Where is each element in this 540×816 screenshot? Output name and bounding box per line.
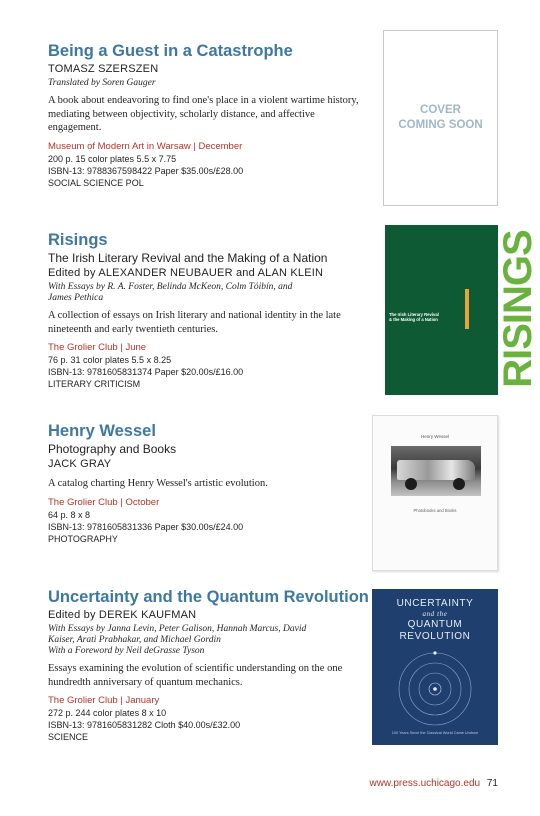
book-essays: With Essays by R. A. Foster, Belinda McKeon, Colm Tóibín, and James Pethica [48, 282, 293, 303]
page-footer [369, 778, 498, 789]
book-author: Edited by DEREK KAUFMAN [48, 609, 197, 621]
book-subtitle: Photography and Books [48, 442, 177, 456]
book-category: LITERARY CRITICISM [48, 379, 141, 389]
book-entry-guest [48, 41, 366, 189]
page-number: 71 [486, 778, 498, 789]
book-title[interactable]: Risings [48, 231, 108, 249]
cover-title-line: and the [422, 610, 448, 618]
book-category: PHOTOGRAPHY [48, 533, 118, 544]
book-title[interactable]: Being a Guest in a Catastrophe [48, 42, 293, 60]
cover-title-line: UNCERTAINTY [396, 598, 474, 609]
book-entry-risings [48, 230, 366, 390]
book-specs: 200 p. 15 color plates 5.5 x 7.75 [48, 153, 177, 164]
cover-title-line: QUANTUM [407, 619, 463, 630]
cover-title-line: REVOLUTION [399, 631, 471, 642]
book-isbn-price: ISBN-13: 9781605831282 Cloth $40.00s/£32.00 [48, 720, 241, 730]
book-description: A catalog charting Henry Wessel's artistic evolution. [48, 478, 268, 489]
footer-url[interactable]: www.press.uchicago.edu [369, 778, 481, 789]
cover-subtitle: The Irish Literary Revival [389, 312, 439, 317]
book-author: TOMASZ SZERSZEN [48, 63, 159, 75]
book-cover-wessel[interactable] [372, 415, 498, 571]
cover-big-title: RISINGS [496, 230, 540, 388]
cover-photo [391, 446, 481, 496]
cover-name: Henry Wessel [421, 434, 449, 439]
book-cover-placeholder[interactable] [383, 30, 498, 206]
book-cover-risings[interactable] [385, 225, 540, 395]
book-category: SOCIAL SCIENCE POL [48, 177, 144, 188]
orbit-graphic [385, 651, 485, 731]
book-publisher-line[interactable]: The Grolier Club | October [48, 496, 160, 508]
book-entry-uncertainty [48, 587, 378, 743]
book-author: JACK GRAY [48, 458, 112, 470]
book-specs: 272 p. 244 color plates 8 x 10 [48, 708, 167, 718]
book-title[interactable]: Henry Wessel [48, 422, 156, 440]
book-author: Edited by ALEXANDER NEUBAUER and ALAN KLEIN [48, 267, 324, 279]
book-description: A book about endeavoring to find one's place in a violent wartime history, mediating between objectivity, scholarly distance, and affective engagement. [48, 95, 359, 133]
book-publisher-line[interactable]: The Grolier Club | June [48, 342, 147, 353]
book-isbn-price: ISBN-13: 9781605831336 Paper $30.00s/£24.00 [48, 521, 244, 532]
cover-placeholder-text: COMING SOON [398, 119, 483, 131]
book-specs: 64 p. 8 x 8 [48, 509, 91, 520]
cover-tagline: 100 Years Since the Classical World Came Undone [391, 731, 479, 735]
book-category: SCIENCE [48, 732, 89, 742]
book-entry-wessel [48, 421, 366, 545]
cover-subtitle: & the Making of a Nation [389, 317, 438, 322]
book-translator: Translated by Soren Gauger [48, 78, 156, 88]
book-publisher-line[interactable]: Museum of Modern Art in Warsaw | December [48, 140, 243, 152]
book-description: A collection of essays on Irish literary and national identity in the late nineteenth and early twentieth centuries. [48, 310, 341, 335]
book-isbn-price: ISBN-13: 9788367598422 Paper $35.00s/£28.00 [48, 165, 244, 176]
book-specs: 76 p. 31 color plates 5.5 x 8.25 [48, 355, 172, 365]
book-publisher-line[interactable]: The Grolier Club | January [48, 695, 160, 706]
book-cover-uncertainty[interactable] [372, 589, 498, 745]
cover-subtitle: Photobooks and Books [413, 508, 457, 513]
book-foreword: With a Foreword by Neil deGrasse Tyson [48, 646, 205, 656]
book-essays: With Essays by Janna Levin, Peter Galison, Hannah Marcus, David Kaiser, Arati Prabhakar, and Michael Gordin [48, 624, 307, 645]
cover-accent-bar [465, 289, 469, 329]
book-subtitle: The Irish Literary Revival and the Making of a Nation [48, 251, 328, 265]
cover-placeholder-text: COVER [420, 104, 461, 116]
book-title[interactable]: Uncertainty and the Quantum Revolution [48, 588, 369, 606]
book-isbn-price: ISBN-13: 9781605831374 Paper $20.00s/£16.00 [48, 367, 244, 377]
book-description: Essays examining the evolution of scientific understanding on the one hundredth anniversary of quantum mechanics. [48, 663, 343, 688]
